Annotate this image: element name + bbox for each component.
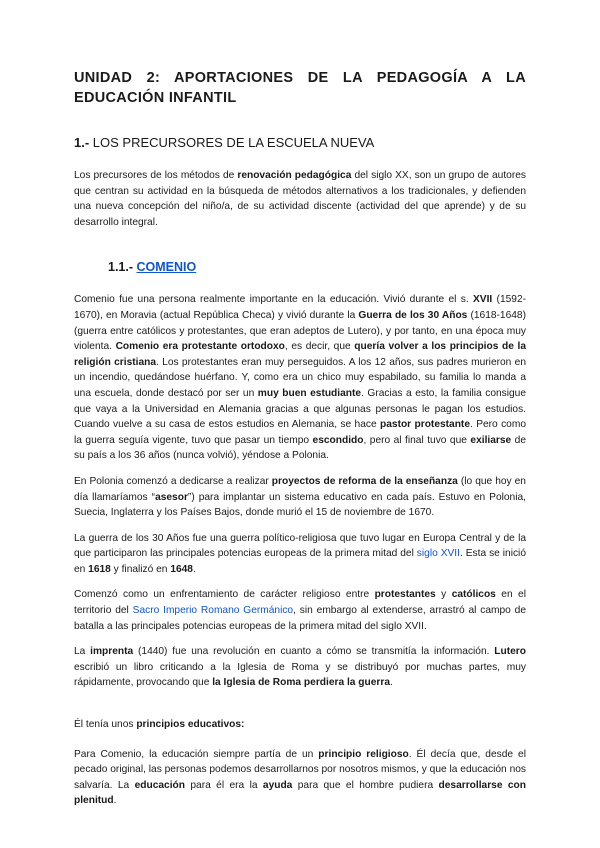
bold-run: escondido (312, 434, 364, 446)
paragraph-biography (74, 292, 526, 464)
text-run: (lo que hoy en día llamaríamos “ (74, 475, 526, 503)
bold-run: 1618 (88, 563, 111, 575)
bold-run: pastor protestante (380, 419, 470, 431)
bold-run: principios educativos: (136, 719, 245, 731)
intro-paragraph (74, 168, 526, 230)
bold-run: asesor (155, 491, 188, 503)
subsection-heading (108, 258, 526, 276)
text-run: y (435, 589, 452, 601)
text-run: La guerra de los 30 Años fue una guerra político-religiosa que tuvo lugar en Europa Central y de la que participaron las principales potencias europeas de la primera mitad del (74, 532, 526, 560)
text-run: Los precursores de los métodos de (74, 170, 238, 181)
text-run: , pero al final tuvo que (363, 434, 471, 446)
section-number: 1.- (74, 135, 90, 150)
paragraph-conflict (74, 587, 526, 634)
section-title: LOS PRECURSORES DE LA ESCUELA NUEVA (89, 135, 375, 150)
text-run: . Esta se inició en (74, 548, 526, 575)
sacro-imperio-link[interactable]: Sacro Imperio Romano Germánico (132, 605, 294, 617)
bold-run: renovación pedagógica (237, 170, 352, 181)
text-run: y finalizó en (110, 563, 171, 575)
text-run: En Polonia comenzó a dedicarse a realizar (74, 475, 272, 487)
bold-run: imprenta (90, 646, 134, 658)
text-run: . Él decía que, desde el pecado original, las personas podemos desarrollarnos por nosotros mismos, y que la educación nos salvaría. La (74, 748, 526, 791)
bold-run: educación (134, 779, 185, 791)
text-run: para que el hombre pudiera (292, 779, 439, 791)
comenio-link[interactable]: COMENIO (136, 260, 197, 275)
bold-run: católicos (451, 589, 496, 601)
text-run: . Gracias a esto, la familia consigue que vaya a la Universidad en Alemania gracias a que algunas personas le pagan los estudios. Cuando vuelve a su casa de estos estudios en Alemania, se hace (74, 387, 526, 431)
text-run: . Pero como la guerra seguía vigente, tuvo que pasar un tiempo (74, 419, 526, 446)
bold-run: protestantes (374, 589, 436, 601)
bold-run: ayuda (262, 779, 293, 791)
text-run: . Los protestantes eran muy perseguidos. A los 12 años, sus padres murieron en un incendio, quedándose huérfano. Y, como era un chico muy espabilado, su familia lo manda a una escuela, donde destacó por ser un (74, 356, 526, 399)
section-heading (74, 134, 526, 152)
text-run: Comenio fue una persona realmente importante en la educación. Vivió durante el s. (74, 294, 473, 306)
text-run: . (113, 795, 117, 807)
page-title: UNIDAD 2: APORTACIONES DE LA PEDAGOGÍA A LA EDUCACIÓN INFANTIL (74, 70, 526, 106)
text-run: escribió un libro criticando a la Iglesia de Roma y se distribuyó por muchas partes, muy rápidamente, provocando que (74, 661, 526, 689)
siglo-xvii-link[interactable]: siglo XVII (416, 548, 460, 560)
text-run: (1440) fue una revolución en cuanto a cómo se transmitía la información. (133, 646, 495, 658)
bold-run: la Iglesia de Roma perdiera la guerra (212, 677, 390, 689)
subsection-number: 1.1.- (108, 260, 134, 275)
text-run: de su país a los 36 años (nunca volvió), yéndose a Polonia. (74, 434, 527, 462)
bold-run: exiliarse (470, 434, 512, 446)
bold-run: desarrollarse con plenitud (74, 779, 527, 807)
text-run: en el territorio del (74, 589, 526, 617)
bold-run: muy buen estudiante (257, 387, 362, 399)
text-run: para él era la (185, 779, 263, 791)
text-run: (1592-1670), en Moravia (actual República Checa) y vivió durante la (74, 294, 527, 321)
bold-run: proyectos de reforma de la enseñanza (271, 475, 458, 487)
text-run: ”) para implantar un sistema educativo en cada país. Estuvo en Polonia, Suecia, Inglaterra y los Países Bajos, donde murió el 15 de noviembre de 1670. (74, 491, 526, 519)
text-run: La (74, 646, 91, 658)
paragraph-principles (74, 747, 526, 809)
text-run: . (390, 677, 393, 689)
text-run: . (192, 563, 196, 575)
bold-run: Lutero (494, 646, 526, 658)
text-run: Para Comenio, la educación siempre partía de un (74, 748, 319, 760)
bold-run: XVII (472, 294, 493, 306)
bold-run: 1648 (170, 563, 193, 575)
bold-run: Comenio era protestante ortodoxo (115, 341, 285, 353)
text-run: , es decir, que (284, 341, 355, 353)
paragraph-poland (74, 474, 526, 521)
text-run: , sin embargo al extenderse, arrastró al campo de batalla a las principales potencias europeas de la primera mitad del siglo XVII. (74, 605, 527, 632)
bold-run: quería volver a los principios de la religión cristiana (74, 341, 526, 368)
text-run: (1618-1648) (guerra entre católicos y protestantes, que eran adeptos de Lutero), y por tanto, en una época muy violenta. (74, 309, 526, 353)
text-run: Comenzó como un enfrentamiento de carácter religioso entre (74, 589, 375, 601)
bold-run: principio religioso (318, 748, 409, 760)
paragraph-thirty-years-war (74, 531, 526, 578)
paragraph-principles-intro (74, 717, 526, 733)
text-run: Él tenía unos (74, 719, 137, 731)
text-run: del siglo XX, son un grupo de autores que centran su actividad en la búsqueda de métodos alternativos a los tradicionales, y defienden una nueva concepción del niño/a, de su actividad discente (actividad del que aprende) y de su desarrollo integral. (74, 170, 526, 228)
bold-run: Guerra de los 30 Años (358, 309, 468, 321)
paragraph-printing-press (74, 644, 526, 691)
